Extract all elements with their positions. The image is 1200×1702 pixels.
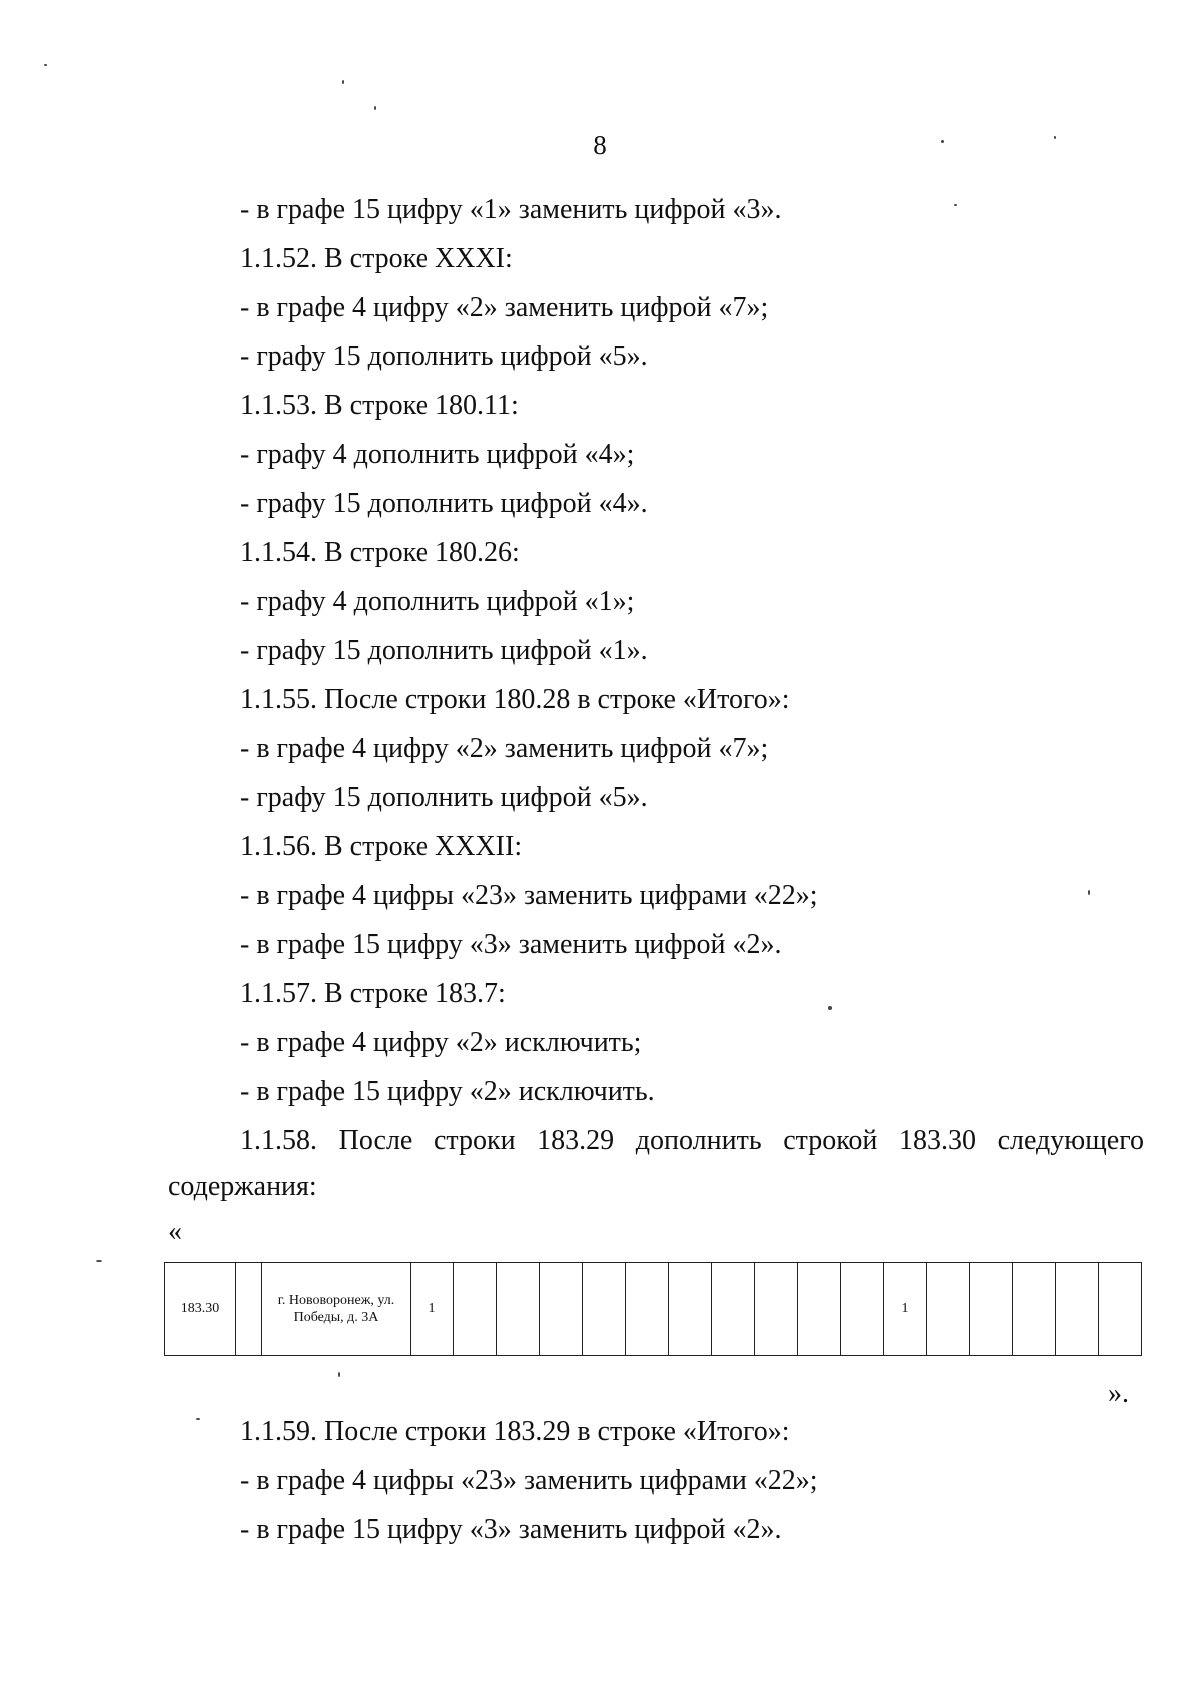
- cell-col15: 1: [884, 1263, 927, 1356]
- scan-speck: [1054, 136, 1056, 139]
- scan-speck: [44, 64, 47, 66]
- cell-empty: [841, 1263, 884, 1356]
- text-line: - в графе 4 цифру «2» исключить;: [240, 1027, 642, 1058]
- text-line: - в графе 15 цифру «3» заменить цифрой «2».: [240, 929, 782, 960]
- cell-empty: [626, 1263, 669, 1356]
- section-heading: 1.1.59. После строки 183.29 в строке «Итого»:: [240, 1416, 790, 1447]
- cell-empty: [540, 1263, 583, 1356]
- cell-empty: [583, 1263, 626, 1356]
- section-heading: 1.1.53. В строке 180.11:: [240, 390, 519, 421]
- section-heading: 1.1.57. В строке 183.7:: [240, 978, 506, 1009]
- opening-quote: «: [168, 1216, 182, 1247]
- text-line: - в графе 15 цифру «3» заменить цифрой «2».: [240, 1514, 782, 1545]
- scan-speck: [342, 80, 344, 84]
- cell-empty: [755, 1263, 798, 1356]
- closing-quote: ».: [1108, 1378, 1129, 1409]
- scan-speck: [1088, 890, 1090, 895]
- cell-empty: [970, 1263, 1013, 1356]
- text-line: - в графе 4 цифру «2» заменить цифрой «7»;: [240, 733, 769, 764]
- cell-empty: [712, 1263, 755, 1356]
- section-heading: 1.1.52. В строке XXXI:: [240, 243, 513, 274]
- cell-empty: [927, 1263, 970, 1356]
- scan-speck: [196, 1418, 200, 1420]
- text-line: - графу 15 дополнить цифрой «1».: [240, 635, 648, 666]
- text-line: - в графе 15 цифру «2» исключить.: [240, 1076, 655, 1107]
- table-row: [165, 1263, 1142, 1356]
- scan-speck: [338, 1372, 340, 1377]
- scan-speck: [941, 140, 944, 143]
- text-line: - графу 15 дополнить цифрой «4».: [240, 488, 648, 519]
- paragraph-58-line-2: содержания:: [168, 1171, 317, 1202]
- section-heading: 1.1.55. После строки 180.28 в строке «Итого»:: [240, 684, 790, 715]
- cell-address: г. Нововоронеж, ул. Победы, д. 3А: [262, 1263, 411, 1356]
- insert-row-table: [164, 1262, 1142, 1356]
- cell-col4: 1: [411, 1263, 454, 1356]
- text-line: - графу 15 дополнить цифрой «5».: [240, 341, 648, 372]
- text-line: - графу 4 дополнить цифрой «4»;: [240, 439, 635, 470]
- cell-empty: [798, 1263, 841, 1356]
- paragraph-58-line-1: 1.1.58. После строки 183.29 дополнить строкой 183.30 следующего: [240, 1125, 1144, 1156]
- cell-row-number: 183.30: [165, 1263, 236, 1356]
- text-line: - в графе 15 цифру «1» заменить цифрой «3».: [240, 194, 782, 225]
- text-line: - в графе 4 цифры «23» заменить цифрами «22»;: [240, 880, 818, 911]
- cell-empty: [497, 1263, 540, 1356]
- text-line: - в графе 4 цифры «23» заменить цифрами «22»;: [240, 1465, 818, 1496]
- scan-speck: [374, 106, 376, 110]
- cell-empty: [1013, 1263, 1056, 1356]
- text-line: - графу 15 дополнить цифрой «5».: [240, 782, 648, 813]
- scan-speck: [828, 1006, 832, 1010]
- section-heading: 1.1.54. В строке 180.26:: [240, 537, 520, 568]
- page-number: 8: [593, 130, 607, 160]
- text-line: - графу 4 дополнить цифрой «1»;: [240, 586, 635, 617]
- cell-empty: [669, 1263, 712, 1356]
- section-heading: 1.1.56. В строке XXXII:: [240, 831, 523, 862]
- scan-speck: [954, 204, 957, 206]
- cell-empty: [1099, 1263, 1142, 1356]
- cell-empty: [1056, 1263, 1099, 1356]
- cell-empty: [236, 1263, 262, 1356]
- scan-speck: [96, 1260, 102, 1262]
- cell-empty: [454, 1263, 497, 1356]
- text-line: - в графе 4 цифру «2» заменить цифрой «7»;: [240, 292, 769, 323]
